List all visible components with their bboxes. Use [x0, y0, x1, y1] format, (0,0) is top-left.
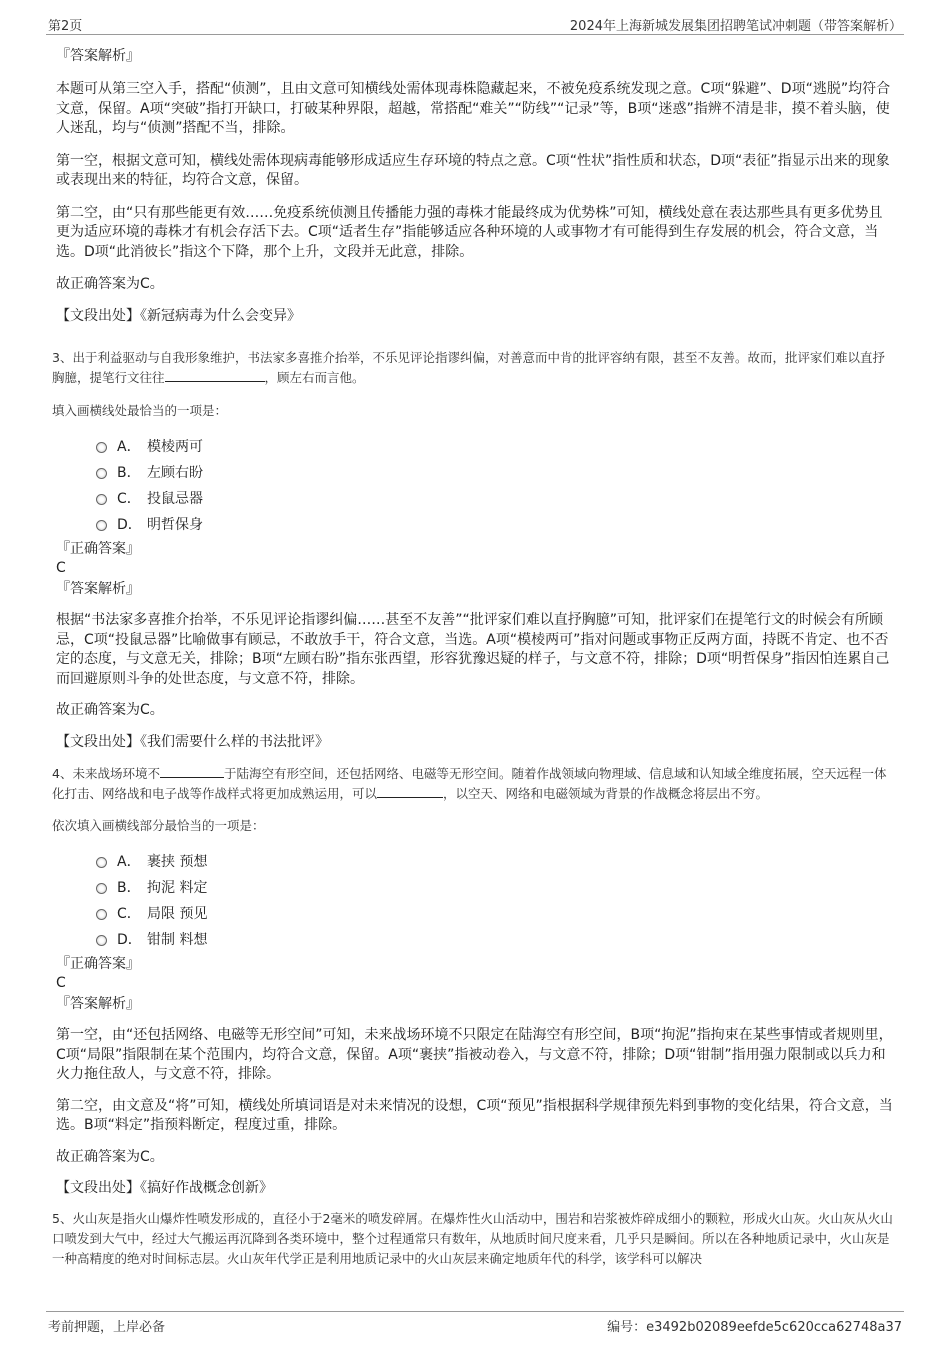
question-stem-text: 4、未来战场环境不 [52, 766, 160, 781]
option-text: 拘泥 料定 [147, 880, 208, 896]
radio-icon[interactable] [96, 442, 107, 453]
fill-blank [377, 785, 443, 798]
option-letter: D． [117, 517, 142, 533]
page-header [46, 12, 904, 35]
radio-icon[interactable] [96, 935, 107, 946]
option-a[interactable] [96, 848, 896, 874]
footer-slogan: 考前押题，上岸必备 [48, 1320, 166, 1335]
page-content [52, 44, 896, 1269]
page-number: 第2页 [48, 19, 83, 34]
option-letter: C． [117, 491, 141, 507]
option-text: 模棱两可 [147, 439, 203, 455]
option-b[interactable] [96, 459, 896, 485]
analysis-paragraph: 第二空，由文意及“将”可知，横线处所填词语是对未来情况的设想，C项“预见”指根据科学规律预先料到事物的变化结果，符合文意，当选。B项“料定”指预料断定，程度过重，排除。 [56, 1097, 893, 1133]
radio-icon[interactable] [96, 494, 107, 505]
option-c[interactable] [96, 900, 896, 926]
option-text: 裹挟 预想 [147, 854, 208, 870]
option-c[interactable] [96, 485, 896, 511]
correct-answer: C [56, 975, 66, 991]
question-stem-text: ，以空天、网络和电磁领域为背景的作战概念将层出不穷。 [443, 786, 769, 801]
option-text: 投鼠忌器 [147, 491, 203, 507]
source-citation: 【文段出处】《我们需要什么样的书法批评》 [56, 733, 329, 750]
options-list [56, 848, 896, 952]
option-text: 明哲保身 [147, 517, 203, 533]
radio-icon[interactable] [96, 520, 107, 531]
question-prompt: 填入画横线处最恰当的一项是： [52, 403, 228, 418]
answer-conclusion: 故正确答案为C。 [56, 1148, 164, 1165]
question-stem-text: 3、出于利益驱动与自我形象维护，书法家多喜推介抬举，不乐见评论指谬纠偏，对善意而中肯的批评容纳有限，甚至不友善。故而，批评家们难以直抒胸臆，提笔行文往往 [52, 350, 885, 385]
source-citation: 【文段出处】《搞好作战概念创新》 [56, 1180, 273, 1196]
analysis-paragraph: 第一空，由“还包括网络、电磁等无形空间”可知，未来战场环境不只限定在陆海空有形空间，B项“拘泥”指拘束在某些事情或者规则里，C项“局限”指限制在某个范围内，均符合文意，保留。A项“裹挟”指被动卷入，与文意不符，排除；D项“钳制”指用强力限制或以兵力和火力拖住敌人，与文意不符，排除。 [56, 1027, 893, 1082]
correct-answer-label: 『正确答案』 [56, 956, 140, 972]
fill-blank [165, 369, 265, 382]
analysis-paragraph: 根据“书法家多喜推介抬举，不乐见评论指谬纠偏……甚至不友善”“批评家们难以直抒胸臆”可知，批评家们在提笔行文的时候会有所顾忌，C项“投鼠忌器”比喻做事有顾忌，不敢放手干，符合文意，当选。A项“模棱两可”指对问题或事物正反两方面，持既不肯定、也不否定的态度，与文意无关，排除；B项“左顾右盼”指东张西望，形容犹豫迟疑的样子，与文意不符，排除；D项“明哲保身”指因怕连累自己而回避原则斗争的处世态度，与文意不符，排除。 [56, 612, 890, 687]
option-letter: B． [117, 465, 141, 481]
answer-conclusion: 故正确答案为C。 [56, 276, 164, 292]
document-code: 编号：e3492b02089eefde5c620cca62748a37 [607, 1320, 902, 1335]
source-citation: 【文段出处】《新冠病毒为什么会变异》 [56, 307, 301, 324]
answer-conclusion: 故正确答案为C。 [56, 702, 164, 718]
option-letter: A． [117, 439, 141, 455]
question-stem [52, 348, 896, 388]
options-list [56, 433, 896, 537]
analysis-paragraph: 本题可从第三空入手，搭配“侦测”，且由文意可知横线处需体现毒株隐藏起来，不被免疫系统发现之意。C项“躲避”、D项“逃脱”均符合文意，保留。A项“突破”指打开缺口，打破某种界限，超越，常搭配“难关”“防线”“记录”等，B项“迷惑”指辨不清是非，摸不着头脑，使人迷乱，均与“侦测”搭配不当，排除。 [56, 81, 891, 136]
analysis-label: 『答案解析』 [56, 996, 140, 1012]
document-title: 2024年上海新城发展集团招聘笔试冲刺题（带答案解析） [569, 19, 902, 34]
page-footer [46, 1311, 904, 1334]
option-letter: D． [117, 932, 142, 948]
fill-blank [160, 765, 224, 778]
question-stem-text: 于陆海空有形空间，还包括网络、电磁等无形空间。随着作战领域向物理域、信息域和认知域全维度拓展，空天远程一体化打击、网络战和电子战等作战样式将更加成熟运用，可以 [52, 766, 887, 801]
correct-answer: C [56, 560, 66, 576]
option-letter: A． [117, 854, 141, 870]
radio-icon[interactable] [96, 857, 107, 868]
option-text: 钳制 料想 [147, 932, 208, 948]
option-letter: B． [117, 880, 141, 896]
analysis-label: 『答案解析』 [56, 581, 140, 597]
question-stem-text: ，顾左右而言他。 [264, 370, 365, 385]
analysis-label: 『答案解析』 [56, 48, 140, 64]
analysis-paragraph: 第二空，由“只有那些能更有效……免疫系统侦测且传播能力强的毒株才能最终成为优势株”可知，横线处意在表达那些具有更多优势且更为适应环境的毒株才有机会存活下去。C项“适者生存”指能够适应各种环境的人或事物才有可能得到生存发展的机会，符合文意，当选。D项“此消彼长”指这个下降，那个上升，文段并无此意，排除。 [56, 204, 883, 260]
analysis-paragraph: 第一空，根据文意可知，横线处需体现病毒能够形成适应生存环境的特点之意。C项“性状”指性质和状态，D项“表征”指显示出来的现象或表现出来的特征，均符合文意，保留。 [56, 152, 890, 188]
option-d[interactable] [96, 926, 896, 952]
question-prompt: 依次填入画横线部分最恰当的一项是： [52, 818, 265, 833]
radio-icon[interactable] [96, 883, 107, 894]
option-text: 左顾右盼 [147, 465, 203, 481]
option-text: 局限 预见 [147, 906, 208, 922]
option-letter: C． [117, 906, 141, 922]
radio-icon[interactable] [96, 468, 107, 479]
question-stem: 5、火山灰是指火山爆炸性喷发形成的，直径小于2毫米的喷发碎屑。在爆炸性火山活动中，围岩和岩浆被炸碎成细小的颗粒，形成火山灰。火山灰从火山口喷发到大气中，经过大气搬运再沉降到各类环境中，整个过程通常只有数年，从地质时间尺度来看，几乎只是瞬间。所以在各种地质记录中，火山灰是一种高精度的绝对时间标志层。火山灰年代学正是利用地质记录中的火山灰层来确定地质年代的科学，该学科可以解决 [52, 1210, 893, 1266]
question-stem [52, 764, 896, 804]
radio-icon[interactable] [96, 909, 107, 920]
option-d[interactable] [96, 511, 896, 537]
option-a[interactable] [96, 433, 896, 459]
option-b[interactable] [96, 874, 896, 900]
correct-answer-label: 『正确答案』 [56, 541, 140, 557]
